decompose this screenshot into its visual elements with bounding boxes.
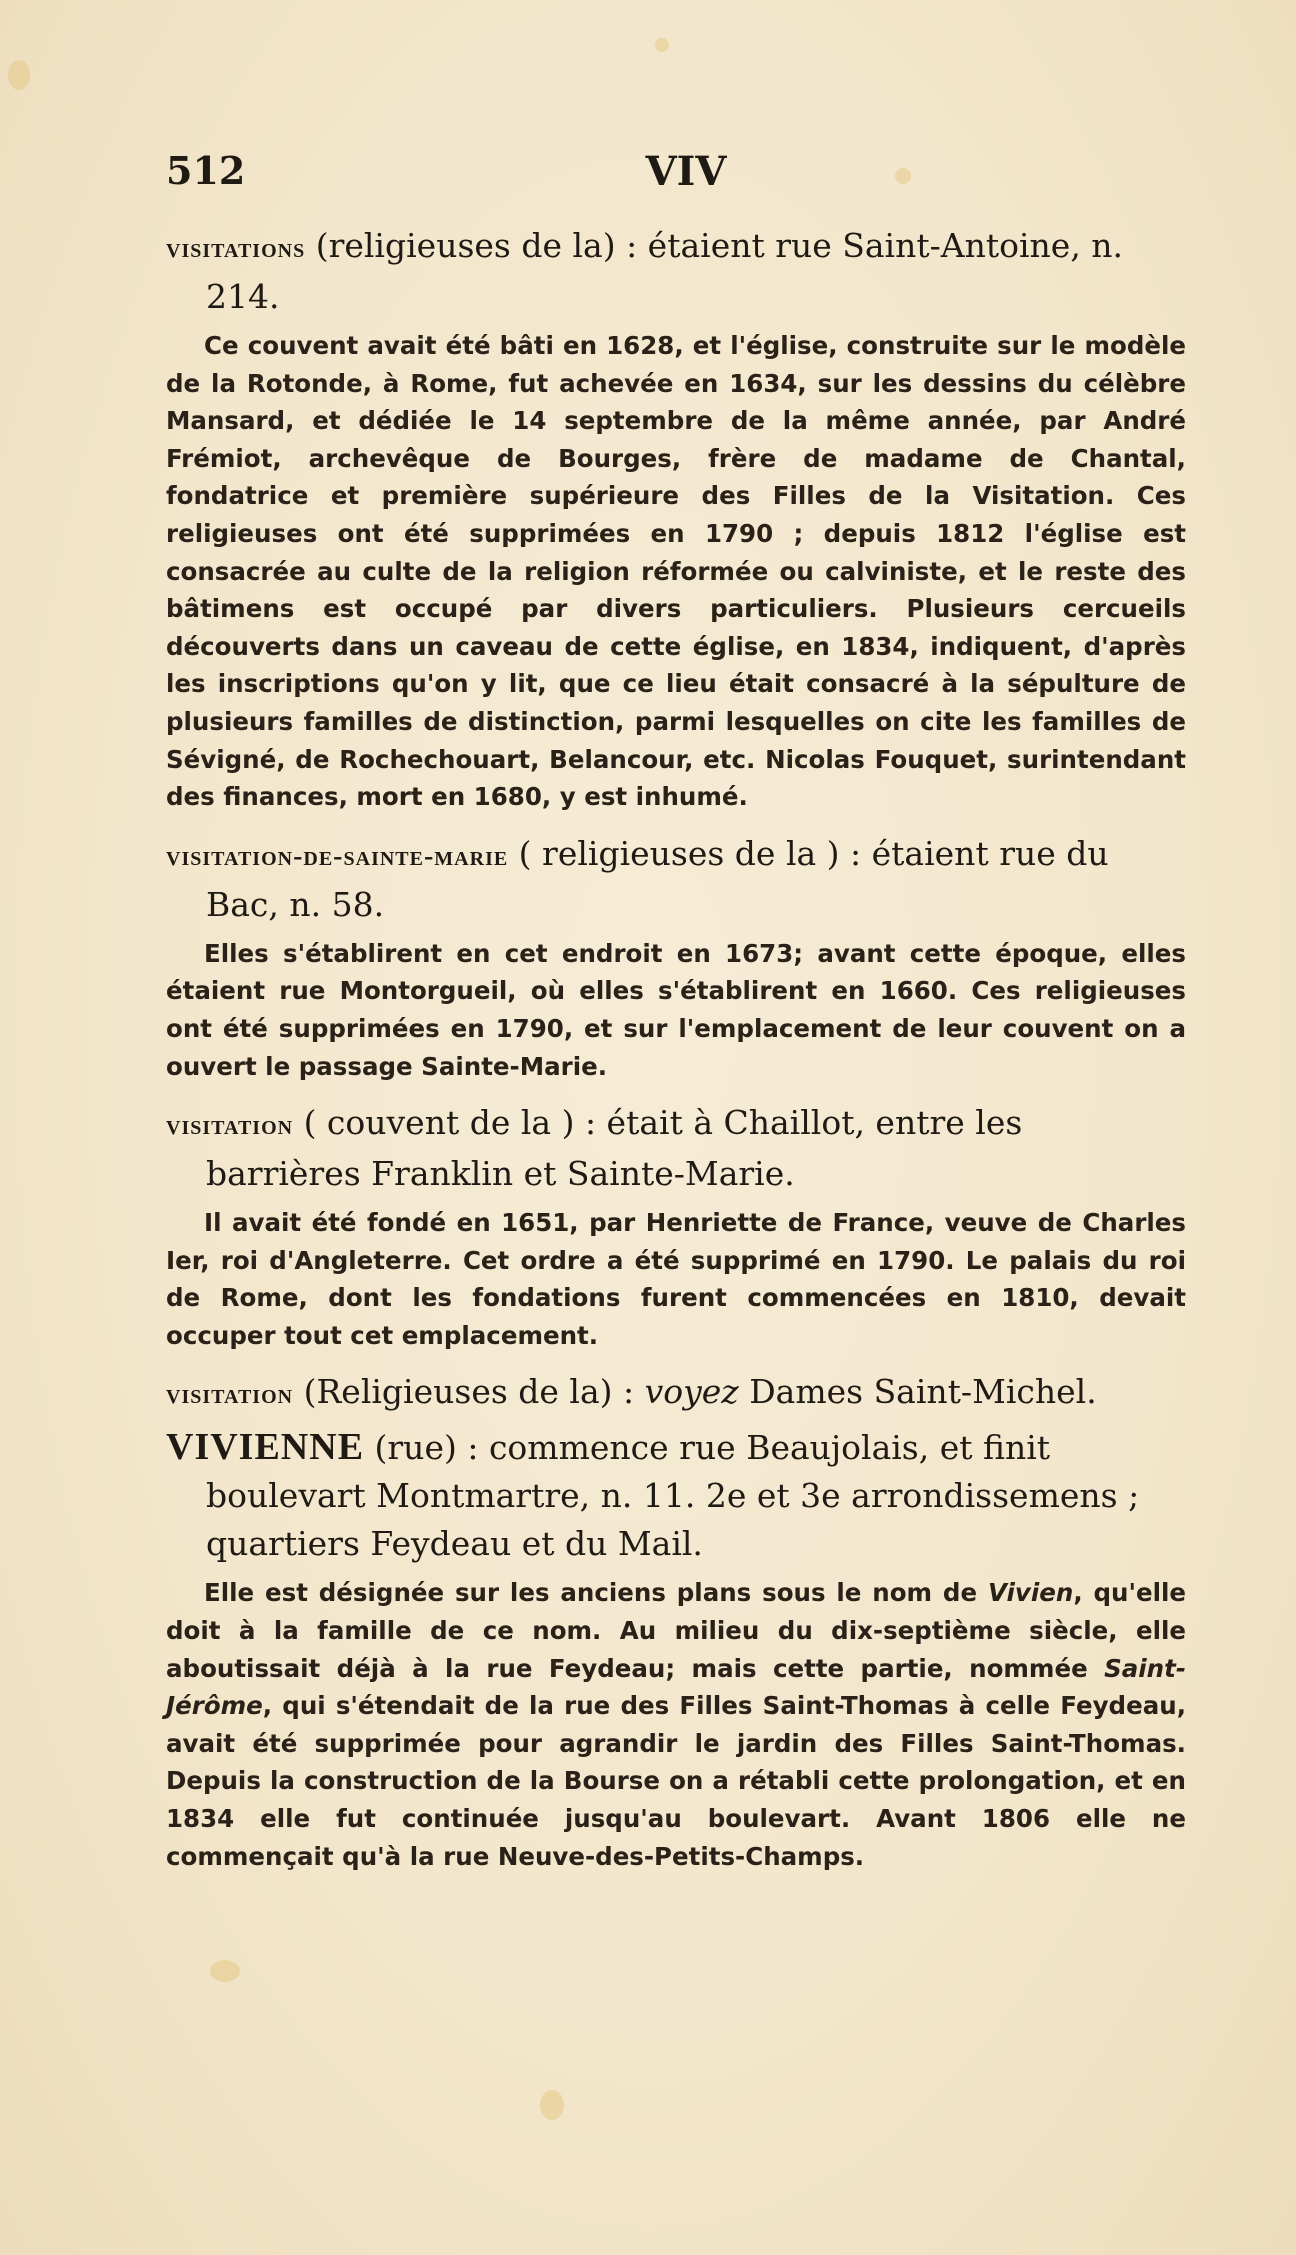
entry-heading-text: (Religieuses de la) : bbox=[293, 1372, 645, 1412]
entry-body: Il avait été fondé en 1651, par Henriette de France, veuve de Charles Ier, roi d'Angleterre. Cet ordre a été supprimé en 1790. Le palais du roi de Rome, dont les fondations furent commencées en 1810, devait occuper tout cet emplacement. bbox=[166, 1208, 1186, 1350]
entry-heading-text: ( religieuses de la ) : étaient rue du Bac, n. 58. bbox=[206, 833, 1109, 924]
entry-headword: visitation bbox=[166, 1110, 294, 1142]
foxing-spot bbox=[8, 60, 30, 90]
entry-visitation-couvent bbox=[166, 1099, 1186, 1354]
foxing-spot bbox=[655, 38, 669, 52]
page-header bbox=[166, 148, 1166, 198]
entry-heading bbox=[166, 222, 1186, 321]
entry-heading bbox=[166, 1423, 1186, 1568]
entry-headword: VIVIENNE bbox=[166, 1426, 365, 1469]
italic-name-vivien: Vivien bbox=[987, 1578, 1074, 1608]
foxing-spot bbox=[540, 2090, 564, 2120]
entry-headword: visitation bbox=[166, 1379, 294, 1411]
entry-heading-text: (rue) : commence rue Beaujolais, et finit boulevart Montmartre, n. 11. 2e et 3e arrondissemens ; quartiers Feydeau et du Mail. bbox=[206, 1428, 1140, 1564]
running-head: VIV bbox=[645, 148, 727, 195]
cross-reference-target: Dames Saint-Michel. bbox=[738, 1372, 1097, 1412]
entry-heading-text: ( couvent de la ) : était à Chaillot, entre les barrières Franklin et Sainte-Marie. bbox=[206, 1103, 1023, 1194]
entry-vivienne bbox=[166, 1423, 1186, 1875]
entry-heading-text: (religieuses de la) : étaient rue Saint-Antoine, n. 214. bbox=[206, 226, 1124, 316]
entry-headword: visitation-de-sainte-marie bbox=[166, 840, 509, 872]
page-number: 512 bbox=[166, 148, 246, 193]
body-text-part: , qu'elle doit à la famille de ce nom. Au milieu du dix-septième siècle, elle aboutissait déjà à la rue Feydeau; mais cette partie, nommée bbox=[166, 1578, 1186, 1683]
foxing-spot bbox=[210, 1960, 240, 1982]
body-text-part: Elle est désignée sur les anciens plans sous le nom de bbox=[204, 1578, 988, 1608]
entry-body: Ce couvent avait été bâti en 1628, et l'église, construite sur le modèle de la Rotonde, à Rome, fut achevée en 1634, sur les dessins du célèbre Mansard, et dédiée le 14 septembre de la même année, par André Frémiot, archevêque de Bourges, frère de madame de Chantal, fondatrice et première supérieure des Filles de la Visitation. Ces religieuses ont été supprimées en 1790 ; depuis 1812 l'église est consacrée au culte de la religion réformée ou calviniste, et le reste des bâtimens est occupé par divers particuliers. Plusieurs cercueils découverts dans un caveau de cette église, en 1834, indiquent, d'après les inscriptions qu'on y lit, que ce lieu était consacré à la sépulture de plusieurs familles de distinction, parmi lesquelles on cite les familles de Sévigné, de Rochechouart, Belancour, etc. Nicolas Fouquet, surintendant des finances, mort en 1680, y est inhumé. bbox=[166, 331, 1186, 812]
italic-name-saint-jerome: Saint-Jérôme bbox=[166, 1653, 1186, 1721]
entry-headword: visitations bbox=[166, 233, 306, 264]
entry-visitations bbox=[166, 222, 1186, 816]
cross-reference-voyez: voyez bbox=[644, 1372, 739, 1412]
body-text-part: , qui s'étendait de la rue des Filles Saint-Thomas à celle Feydeau, avait été supprimée pour agrandir le jardin des Filles Saint-Thomas. Depuis la construction de la Bourse on a rétabli cette prolongation, et en 1834 elle fut continuée jusqu'au boulevart. Avant 1806 elle ne commençait qu'à la rue Neuve-des-Petits-Champs. bbox=[166, 1691, 1186, 1871]
entry-heading bbox=[166, 1099, 1186, 1198]
entry-visitation-de-sainte-marie bbox=[166, 830, 1186, 1085]
entry-body: Elles s'établirent en cet endroit en 1673; avant cette époque, elles étaient rue Montorgueil, où elles s'établirent en 1660. Ces religieuses ont été supprimées en 1790, et sur l'emplacement de leur couvent on a ouvert le passage Sainte-Marie. bbox=[166, 938, 1186, 1081]
entry-visitation-religieuses bbox=[166, 1368, 1186, 1419]
entry-heading bbox=[166, 1368, 1186, 1419]
entry-heading bbox=[166, 830, 1186, 929]
entry-body bbox=[166, 1574, 1186, 1875]
dictionary-content bbox=[166, 222, 1186, 1889]
